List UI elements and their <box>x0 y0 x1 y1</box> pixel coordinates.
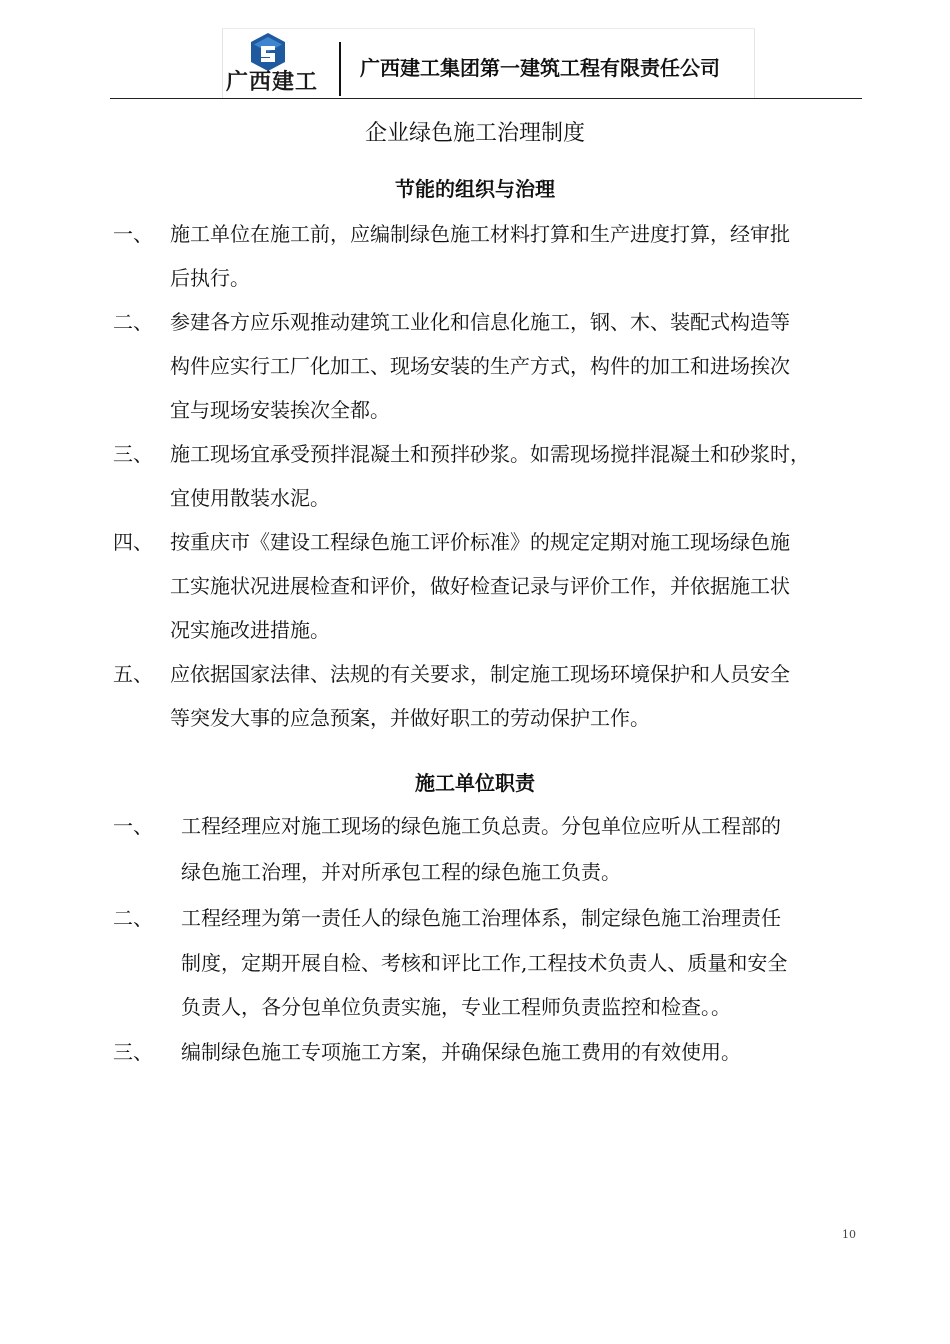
item-line: 应依据国家法律、法规的有关要求，制定施工现场环境保护和人员安全 <box>170 662 790 686</box>
item-line: 构件应实行工厂化加工、现场安装的生产方式，构件的加工和进场挨次 <box>170 354 790 378</box>
item-line: 工程经理应对施工现场的绿色施工负总责。分包单位应听从工程部的 <box>181 814 781 838</box>
item-line: 施工单位在施工前，应编制绿色施工材料打算和生产进度打算，经审批 <box>170 222 790 246</box>
item-line: 施工现场宜承受预拌混凝土和预拌砂浆。如需现场搅拌混凝土和砂浆时， <box>170 442 810 466</box>
item-number: 五、 <box>113 662 153 686</box>
item-line: 绿色施工治理，并对所承包工程的绿色施工负责。 <box>181 860 621 884</box>
section-title-unit-responsibilities: 施工单位职责 <box>415 771 535 795</box>
item-line: 后执行。 <box>170 266 250 290</box>
document-title: 企业绿色施工治理制度 <box>364 121 585 146</box>
header-divider <box>339 42 341 96</box>
page-number: 10 <box>842 1228 856 1241</box>
item-line: 等突发大事的应急预案，并做好职工的劳动保护工作。 <box>170 706 650 730</box>
logo-mark-icon <box>249 32 287 72</box>
item-number: 三、 <box>113 442 153 466</box>
item-number: 四、 <box>113 530 153 554</box>
item-number: 二、 <box>113 906 153 930</box>
item-line: 按重庆市《建设工程绿色施工评价标准》的规定定期对施工现场绿色施 <box>170 530 790 554</box>
item-line: 工程经理为第一责任人的绿色施工治理体系，制定绿色施工治理责任 <box>181 906 781 930</box>
company-name: 广西建工集团第一建筑工程有限责任公司 <box>360 56 720 80</box>
item-number: 一、 <box>113 814 153 838</box>
section-title-energy-management: 节能的组织与治理 <box>395 177 555 201</box>
item-line: 负责人，各分包单位负责实施，专业工程师负责监控和检查。。 <box>181 995 731 1019</box>
item-line: 编制绿色施工专项施工方案，并确保绿色施工费用的有效使用。 <box>181 1040 741 1064</box>
item-line: 制度，定期开展自检、考核和评比工作,工程技术负责人、质量和安全 <box>181 951 788 975</box>
company-logo <box>222 28 322 98</box>
item-line: 宜使用散装水泥。 <box>170 486 330 510</box>
item-number: 一、 <box>113 222 153 246</box>
item-line: 参建各方应乐观推动建筑工业化和信息化施工，钢、木、装配式构造等 <box>170 310 790 334</box>
header-rule <box>110 98 862 99</box>
logo-text: 广西建工 <box>225 70 318 95</box>
letterhead <box>222 28 755 98</box>
item-number: 三、 <box>113 1040 153 1064</box>
item-number: 二、 <box>113 310 153 334</box>
item-line: 工实施状况进展检查和评价，做好检查记录与评价工作，并依据施工状 <box>170 574 790 598</box>
item-line: 况实施改进措施。 <box>170 618 330 642</box>
item-line: 宜与现场安装挨次全都。 <box>170 398 390 422</box>
